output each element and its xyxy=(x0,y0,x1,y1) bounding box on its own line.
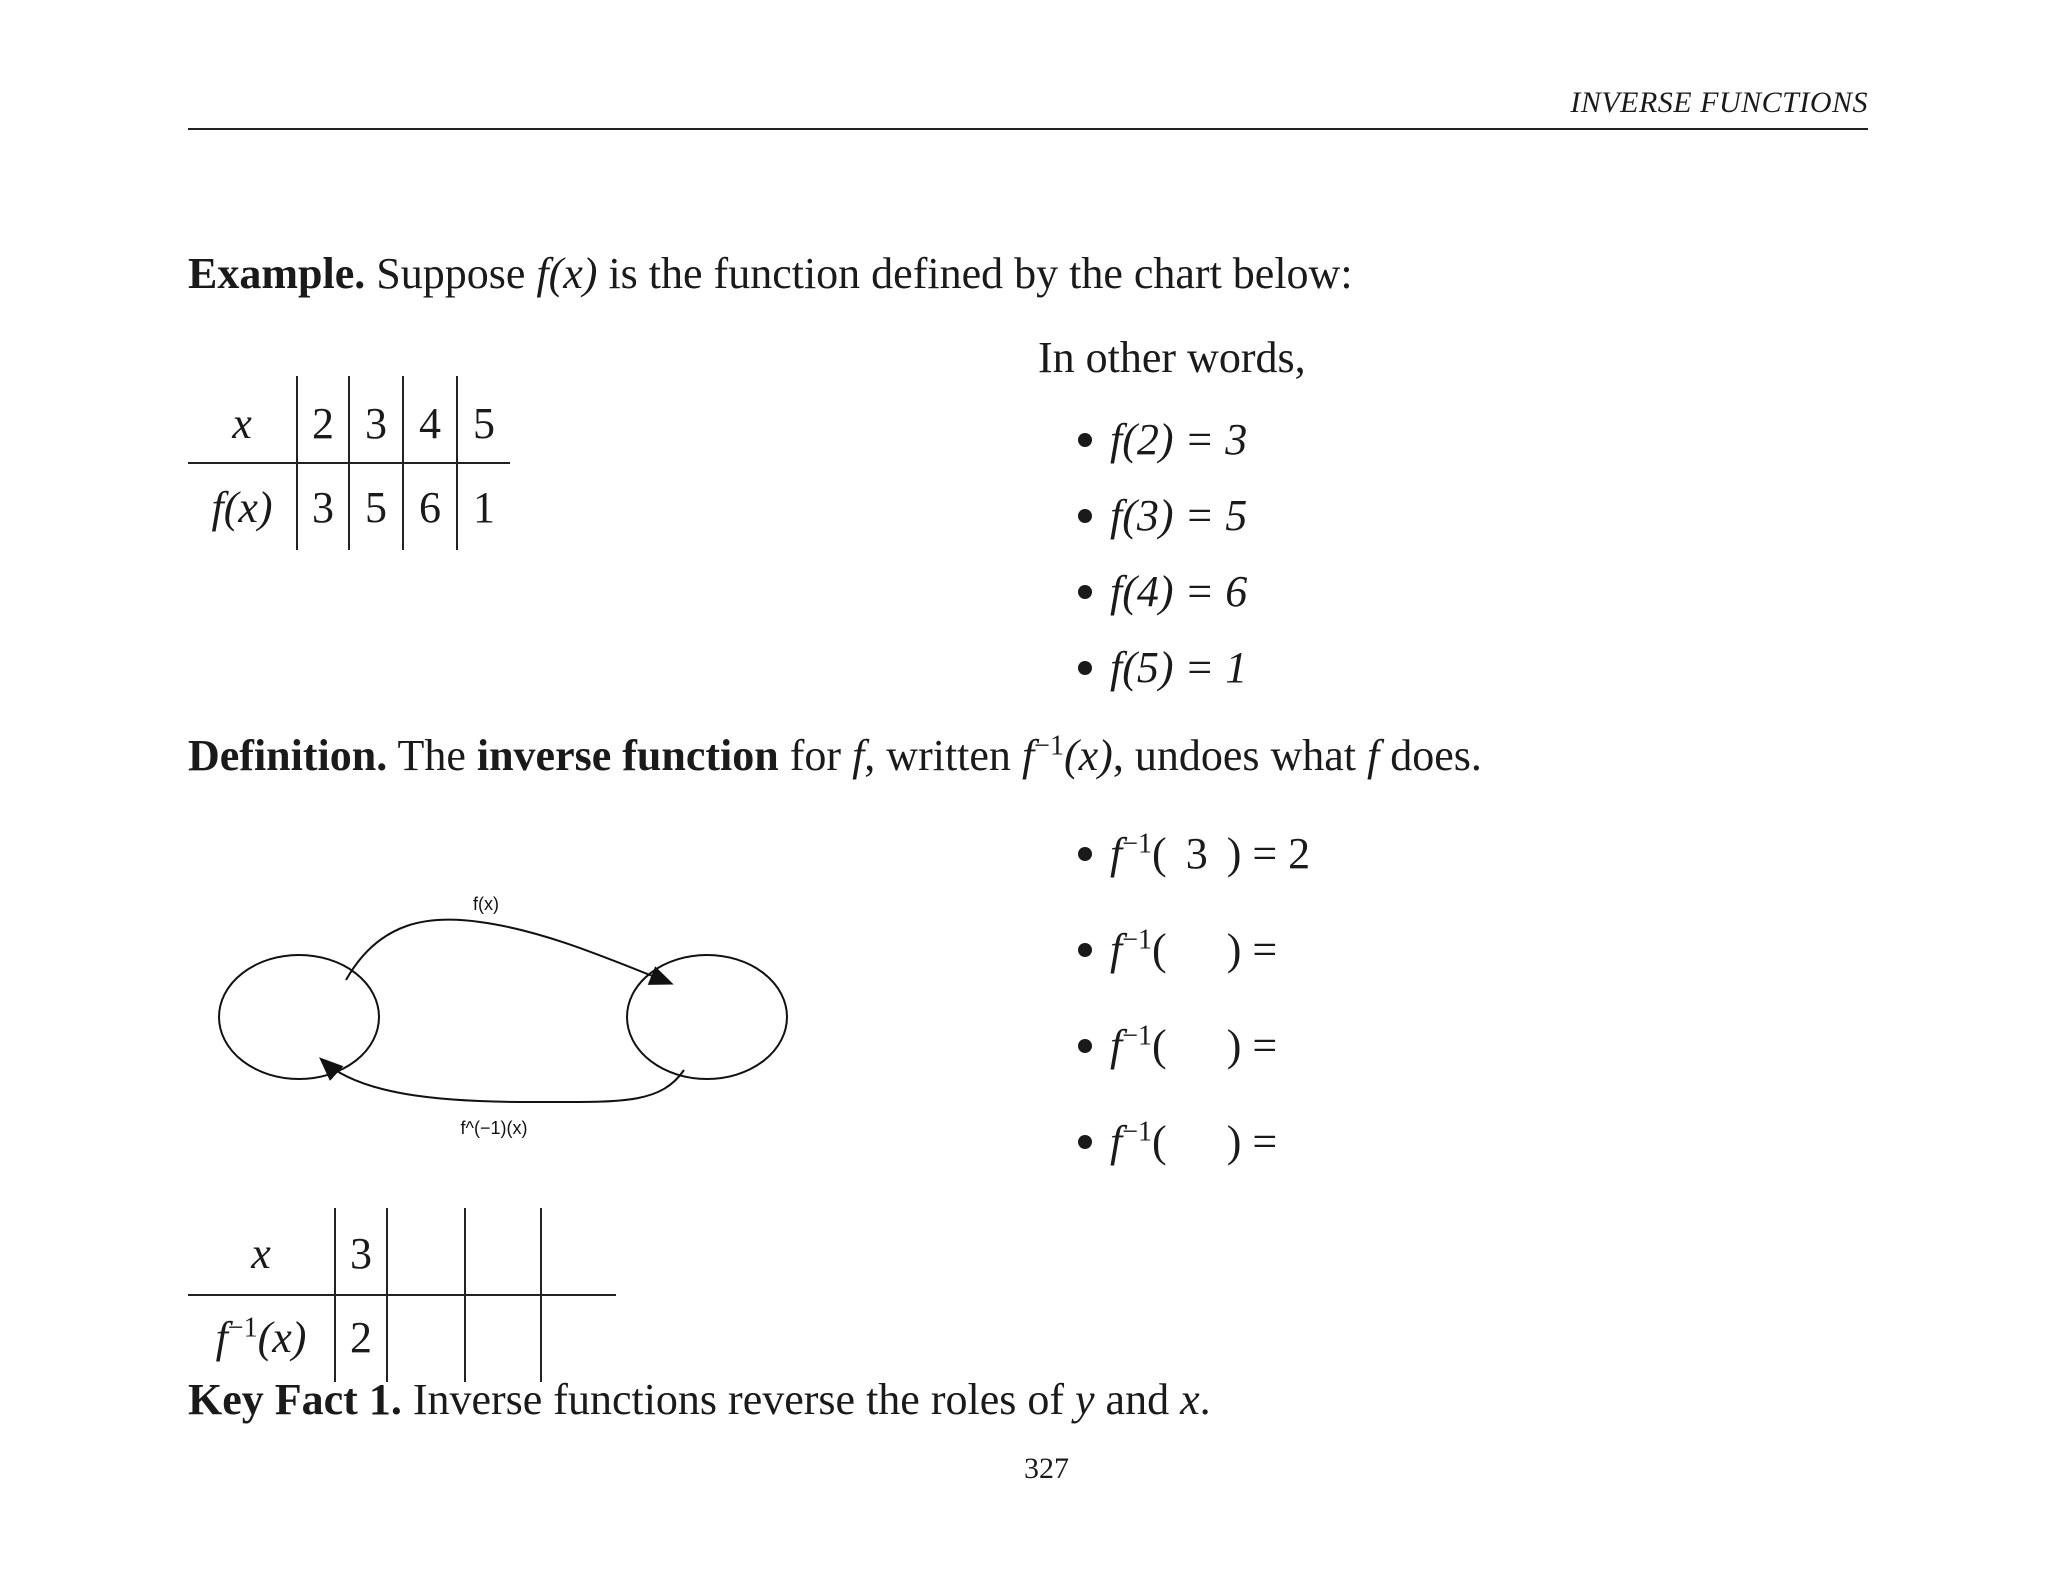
running-header: INVERSE FUNCTIONS xyxy=(1570,86,1868,119)
bullet-input: 3 xyxy=(1185,829,1208,878)
bullet-paren: ) = xyxy=(1226,1021,1278,1070)
function-mapping-diagram xyxy=(200,880,800,1140)
list-item xyxy=(1078,490,1247,541)
example-f-arg: (x) xyxy=(548,249,598,298)
definition-term: inverse function xyxy=(476,731,779,780)
bullet-output: 2 xyxy=(1288,829,1311,878)
table1-fx-cell: 3 xyxy=(312,483,334,532)
example-text-after: is the function defined by the chart below: xyxy=(597,249,1353,298)
example-label: Example. xyxy=(188,249,366,298)
list-item xyxy=(1078,828,1310,879)
bullet-sup: −1 xyxy=(1122,828,1153,860)
bullet-paren: ( xyxy=(1152,925,1167,974)
key-fact-text: Inverse functions reverse the roles of xyxy=(401,1375,1076,1424)
definition-paragraph xyxy=(188,730,1482,781)
bullet-f: f xyxy=(1110,925,1123,974)
bullet-text: f(5) = 1 xyxy=(1110,643,1248,692)
definition-text: for xyxy=(778,731,853,780)
bullet-paren: ( xyxy=(1152,829,1167,878)
table2-row-label-f: f xyxy=(215,1313,228,1362)
list-item xyxy=(1078,642,1247,693)
range-ellipse xyxy=(627,955,787,1079)
bullet-paren: ) = xyxy=(1226,925,1278,974)
list-item xyxy=(1078,566,1247,617)
bullet-paren: ) = xyxy=(1226,829,1289,878)
table1-fx-cell: 6 xyxy=(419,483,441,532)
bullet-sup: −1 xyxy=(1122,1020,1153,1052)
inverse-label: f^(−1)(x) xyxy=(460,1118,528,1138)
bullet-sup: −1 xyxy=(1122,1116,1153,1148)
table1-x-cell: 3 xyxy=(365,399,387,448)
table1-row-label-fx: f(x) xyxy=(211,483,273,532)
table1-x-cell: 5 xyxy=(473,399,495,448)
definition-f: f xyxy=(852,731,865,780)
key-fact-text: . xyxy=(1199,1375,1211,1424)
table2-vline xyxy=(464,1208,466,1382)
table2-x-cell: 3 xyxy=(350,1229,372,1278)
bullet-icon xyxy=(1078,585,1092,599)
in-other-words: In other words, xyxy=(1038,333,1306,382)
example-paragraph xyxy=(188,248,1353,299)
list-item xyxy=(1078,414,1247,465)
table2-row-label-sup: −1 xyxy=(227,1312,258,1344)
key-fact-text: and xyxy=(1094,1375,1181,1424)
bullet-icon xyxy=(1078,1135,1092,1149)
table2-row-label-arg: (x) xyxy=(257,1313,307,1362)
table1-x-cell: 2 xyxy=(312,399,334,448)
definition-finv-sup: −1 xyxy=(1034,730,1064,762)
bullet-text: f(3) = 5 xyxy=(1110,491,1248,540)
list-item xyxy=(1078,1020,1277,1071)
list-item xyxy=(1078,1116,1277,1167)
table2-finv-cell: 2 xyxy=(350,1313,372,1362)
bullet-text: f(4) = 6 xyxy=(1110,567,1248,616)
definition-finv-arg: (x) xyxy=(1063,731,1113,780)
table2-vline xyxy=(540,1208,542,1382)
table1-row-label-x: x xyxy=(232,399,252,448)
bullet-icon xyxy=(1078,1039,1092,1053)
table2-row-label-finv xyxy=(188,1312,334,1363)
bullet-f: f xyxy=(1110,1117,1123,1166)
bullet-icon xyxy=(1078,943,1092,957)
bullet-paren: ) = xyxy=(1226,1117,1278,1166)
definition-text: , undoes what xyxy=(1112,731,1367,780)
table2-vline xyxy=(386,1208,388,1382)
table1-fx-cell: 1 xyxy=(473,483,495,532)
bullet-text: f(2) = 3 xyxy=(1110,415,1248,464)
key-fact-paragraph xyxy=(188,1374,1211,1425)
key-fact-label: Key Fact 1. xyxy=(188,1375,402,1424)
bullet-icon xyxy=(1078,509,1092,523)
example-text-before: Suppose xyxy=(365,249,537,298)
example-f: f xyxy=(536,249,549,298)
inverse-arrow xyxy=(322,1060,684,1102)
bullet-f: f xyxy=(1110,1021,1123,1070)
definition-f: f xyxy=(1367,731,1380,780)
definition-label: Definition. xyxy=(188,731,388,780)
bullet-icon xyxy=(1078,661,1092,675)
table2-row-label-x: x xyxy=(251,1229,271,1278)
definition-finv: f xyxy=(1021,731,1035,780)
bullet-paren: ( xyxy=(1152,1117,1167,1166)
key-fact-x: x xyxy=(1180,1375,1200,1424)
key-fact-y: y xyxy=(1075,1375,1095,1424)
bullet-sup: −1 xyxy=(1122,924,1153,956)
table1-fx-cell: 5 xyxy=(365,483,387,532)
bullet-paren: ( xyxy=(1152,1021,1167,1070)
definition-text: does. xyxy=(1379,731,1482,780)
bullet-f: f xyxy=(1110,829,1123,878)
definition-text: The xyxy=(387,731,477,780)
definition-text: , written xyxy=(864,731,1022,780)
table1-x-cell: 4 xyxy=(419,399,441,448)
forward-label: f(x) xyxy=(473,894,499,914)
list-item xyxy=(1078,924,1277,975)
domain-ellipse xyxy=(219,955,379,1079)
table2-hline xyxy=(188,1294,616,1296)
header-rule xyxy=(188,128,1868,130)
bullet-icon xyxy=(1078,433,1092,447)
bullet-icon xyxy=(1078,847,1092,861)
forward-arrow xyxy=(346,920,670,983)
